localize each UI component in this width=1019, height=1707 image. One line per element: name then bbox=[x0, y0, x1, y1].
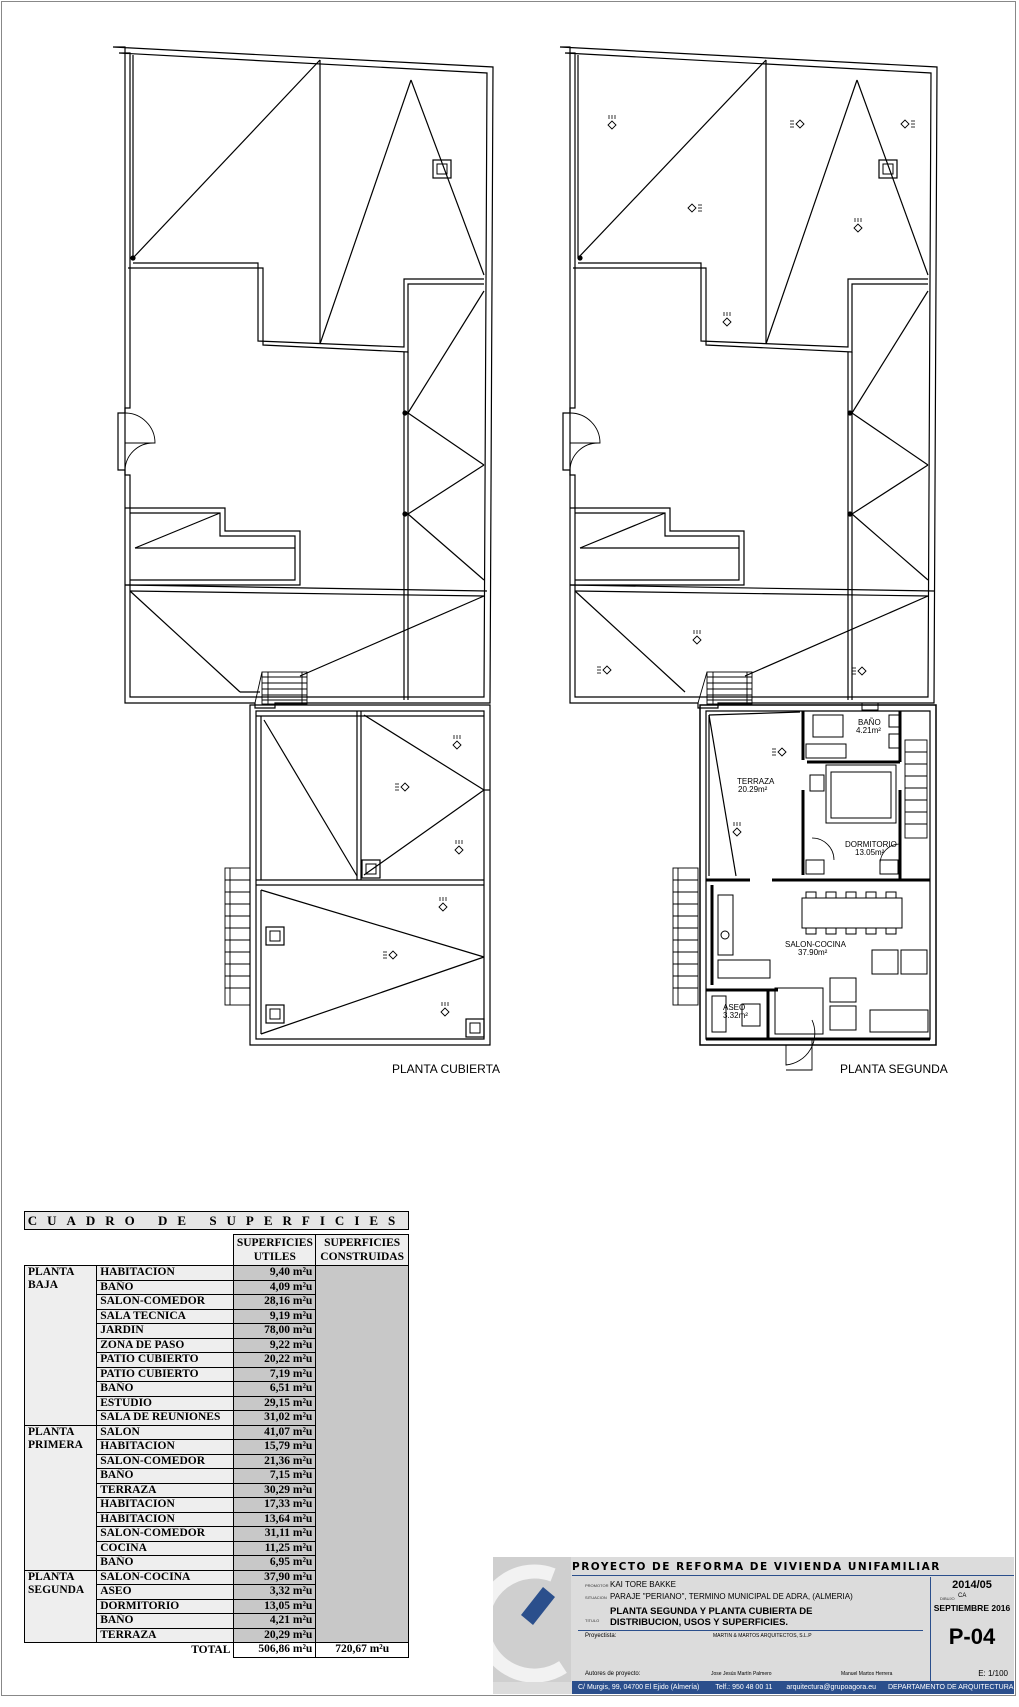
room-name: TERRAZA bbox=[97, 1483, 234, 1498]
room-useful-area: 3,32 m²u bbox=[234, 1585, 316, 1600]
col-header-utiles: SUPERFICIES UTILES bbox=[234, 1235, 316, 1266]
room-name: ZONA DE PASO bbox=[97, 1338, 234, 1353]
drawn-key: DIBUJO bbox=[940, 1596, 955, 1601]
room-useful-area: 15,79 m²u bbox=[234, 1440, 316, 1455]
job-number: 2014/05 bbox=[952, 1579, 992, 1591]
autor-1: Jose Jesús Martín Palmero bbox=[711, 1671, 772, 1677]
location-key: SITUACION bbox=[585, 1595, 607, 1600]
room-name: PATIO CUBIERTO bbox=[97, 1353, 234, 1368]
room-useful-area: 31,02 m²u bbox=[234, 1411, 316, 1426]
room-useful-area: 7,15 m²u bbox=[234, 1469, 316, 1484]
room-area-dormitorio: 13.05m² bbox=[855, 848, 885, 857]
room-useful-area: 78,00 m²u bbox=[234, 1324, 316, 1339]
sheet-number: P-04 bbox=[948, 1624, 996, 1649]
scale: E: 1/100 bbox=[978, 1669, 1008, 1678]
room-name: SALON-COMEDOR bbox=[97, 1527, 234, 1542]
promoter: KAI TORE BAKKE bbox=[610, 1580, 676, 1589]
proyectista-key: Proyectista: bbox=[585, 1633, 617, 1639]
room-name: COCINA bbox=[97, 1541, 234, 1556]
drawing-title-line2: DISTRIBUCION, USOS Y SUPERFICIES. bbox=[610, 1617, 789, 1628]
room-useful-area: 17,33 m²u bbox=[234, 1498, 316, 1513]
footer-email: arquitectura@grupoagora.eu bbox=[786, 1684, 876, 1691]
room-useful-area: 20,22 m²u bbox=[234, 1353, 316, 1368]
room-useful-area: 4,09 m²u bbox=[234, 1280, 316, 1295]
room-useful-area: 7,19 m²u bbox=[234, 1367, 316, 1382]
room-useful-area: 31,11 m²u bbox=[234, 1527, 316, 1542]
room-useful-area: 9,22 m²u bbox=[234, 1338, 316, 1353]
room-label-terraza: TERRAZA bbox=[737, 777, 775, 786]
room-label-aseo: ASEO bbox=[723, 1003, 746, 1012]
room-name: SALON-COMEDOR bbox=[97, 1454, 234, 1469]
room-area-salon-cocina: 37.90m² bbox=[798, 948, 828, 957]
room-useful-area: 41,07 m²u bbox=[234, 1425, 316, 1440]
second-floor-label: PLANTA SEGUNDA bbox=[840, 1062, 948, 1076]
table-row bbox=[25, 1266, 409, 1281]
total-row bbox=[25, 1643, 409, 1658]
floor-group-label: PLANTA PRIMERA bbox=[25, 1425, 97, 1570]
title-block bbox=[493, 1557, 1014, 1704]
proyectista: MARTIN & MARTOS ARQUITECTOS, S.L.P bbox=[713, 1633, 812, 1639]
room-useful-area: 11,25 m²u bbox=[234, 1541, 316, 1556]
built-area-column bbox=[316, 1266, 409, 1643]
project-title: PROYECTO DE REFORMA DE VIVIENDA UNIFAMILIAR bbox=[572, 1561, 941, 1573]
autor-2: Manuel Martos Herrera bbox=[841, 1671, 893, 1677]
col-header-construidas: SUPERFICIES CONSTRUIDAS bbox=[316, 1235, 409, 1266]
roof-plan bbox=[113, 47, 493, 1045]
room-area-aseo: 3.32m² bbox=[723, 1011, 748, 1020]
room-useful-area: 20,29 m²u bbox=[234, 1628, 316, 1643]
location: PARAJE "PERIANO", TERMINO MUNICIPAL DE ADRA, (ALMERIA) bbox=[610, 1592, 853, 1601]
title-key: TITULO bbox=[585, 1618, 600, 1623]
room-name: BAÑO bbox=[97, 1280, 234, 1295]
surfaces-grid bbox=[24, 1234, 409, 1658]
room-name: JARDIN bbox=[97, 1324, 234, 1339]
room-name: SALON bbox=[97, 1425, 234, 1440]
room-label-dormitorio: DORMITORIO bbox=[845, 840, 897, 849]
room-useful-area: 13,05 m²u bbox=[234, 1599, 316, 1614]
room-name: SALA TECNICA bbox=[97, 1309, 234, 1324]
room-name: HABITACION bbox=[97, 1512, 234, 1527]
room-name: BAÑO bbox=[97, 1382, 234, 1397]
date: SEPTIEMBRE 2016 bbox=[933, 1603, 1011, 1613]
total-util: 506,86 m²u bbox=[234, 1643, 316, 1658]
room-label-bano: BAÑO bbox=[858, 718, 881, 727]
room-name: ESTUDIO bbox=[97, 1396, 234, 1411]
floor-group-label: PLANTA BAJA bbox=[25, 1266, 97, 1426]
firm-logo bbox=[493, 1557, 571, 1682]
room-name: DORMITORIO bbox=[97, 1599, 234, 1614]
roof-plan-label: PLANTA CUBIERTA bbox=[392, 1062, 501, 1076]
room-name: PATIO CUBIERTO bbox=[97, 1367, 234, 1382]
room-useful-area: 37,90 m²u bbox=[234, 1570, 316, 1585]
room-useful-area: 4,21 m²u bbox=[234, 1614, 316, 1629]
autores-key: Autores de proyecto: bbox=[585, 1671, 641, 1677]
footer-phone: Telf.: 950 48 00 11 bbox=[715, 1684, 773, 1691]
total-construida: 720,67 m²u bbox=[316, 1643, 409, 1658]
room-useful-area: 9,40 m²u bbox=[234, 1266, 316, 1281]
footer-dept: DEPARTAMENTO DE ARQUITECTURA Y URBANISMO bbox=[572, 1684, 1014, 1704]
title-block-footer bbox=[572, 1681, 1014, 1704]
room-name: HABITACION bbox=[97, 1498, 234, 1513]
room-name: BAÑO bbox=[97, 1556, 234, 1571]
surfaces-table-title: CUADRO DE SUPERFICIES bbox=[24, 1211, 409, 1230]
footer-address: C/ Murgis, 99, 04700 El Ejido (Almería) bbox=[578, 1684, 700, 1691]
room-label-salon-cocina: SALON-COCINA bbox=[785, 940, 846, 949]
drawing-title-line1: PLANTA SEGUNDA Y PLANTA CUBIERTA DE bbox=[610, 1606, 813, 1617]
room-name: SALON-COCINA bbox=[97, 1570, 234, 1585]
floor-group-label: PLANTA SEGUNDA bbox=[25, 1570, 97, 1643]
room-area-bano: 4.21m² bbox=[856, 726, 881, 735]
room-name: SALA DE REUNIONES bbox=[97, 1411, 234, 1426]
room-name: ASEO bbox=[97, 1585, 234, 1600]
room-name: HABITACION bbox=[97, 1440, 234, 1455]
room-name: TERRAZA bbox=[97, 1628, 234, 1643]
surfaces-table bbox=[24, 1211, 409, 1658]
room-useful-area: 6,95 m²u bbox=[234, 1556, 316, 1571]
room-useful-area: 30,29 m²u bbox=[234, 1483, 316, 1498]
second-floor-plan bbox=[560, 47, 937, 1070]
total-label: TOTAL bbox=[97, 1643, 234, 1658]
room-useful-area: 13,64 m²u bbox=[234, 1512, 316, 1527]
room-name: BAÑO bbox=[97, 1469, 234, 1484]
room-useful-area: 9,19 m²u bbox=[234, 1309, 316, 1324]
room-useful-area: 29,15 m²u bbox=[234, 1396, 316, 1411]
room-area-terraza: 20.29m² bbox=[738, 785, 768, 794]
room-useful-area: 28,16 m²u bbox=[234, 1295, 316, 1310]
room-name: BAÑO bbox=[97, 1614, 234, 1629]
room-useful-area: 6,51 m²u bbox=[234, 1382, 316, 1397]
room-name: SALON-COMEDOR bbox=[97, 1295, 234, 1310]
drawn-by: CA bbox=[958, 1593, 967, 1599]
room-name: HABITACION bbox=[97, 1266, 234, 1281]
promoter-key: PROMOTOR bbox=[585, 1583, 609, 1588]
room-useful-area: 21,36 m²u bbox=[234, 1454, 316, 1469]
